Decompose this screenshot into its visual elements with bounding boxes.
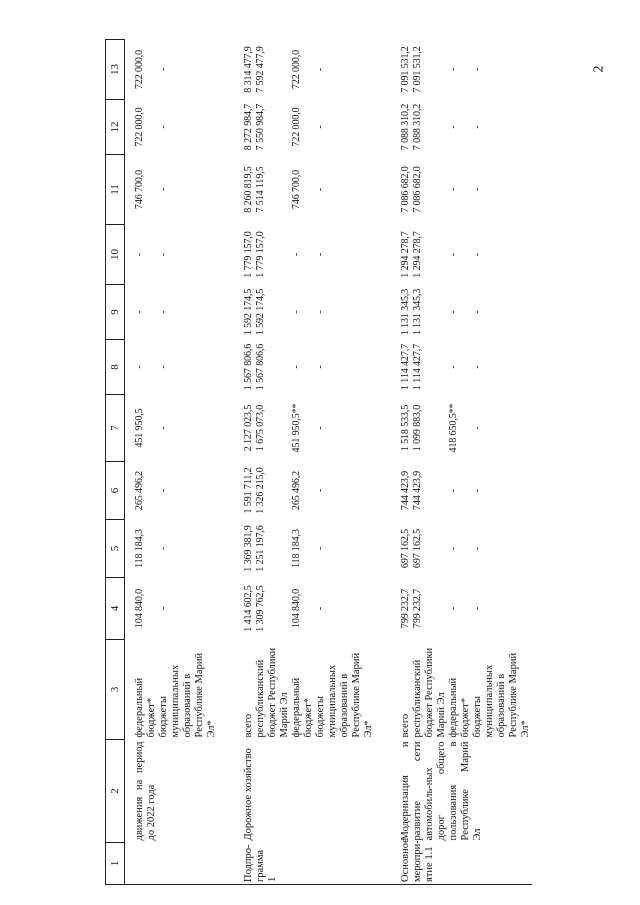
amount-cell: 1 099 883,0 — [412, 404, 423, 452]
table-header-cell: 5 — [106, 520, 125, 578]
table-header-cell: 10 — [106, 225, 125, 285]
amount-cell: - — [158, 187, 169, 192]
program-number-cell: Основное меропри-ятие 1.1 — [400, 838, 435, 882]
amount-cell: 799 232,7 — [400, 588, 411, 629]
funding-source-cell: федеральный бюджет* — [291, 677, 314, 738]
amount-cell: 1 591 711,2 — [243, 467, 254, 514]
rotated-table-container — [105, 40, 545, 885]
program-name-cell: Дорожное хозяйство — [243, 748, 254, 841]
funding-source-cell: федеральный бюджет* — [134, 677, 157, 738]
amount-cell: 1 567 806,6 — [255, 343, 266, 391]
table-body — [125, 40, 533, 885]
table-header-cell: 1 — [106, 843, 125, 885]
amount-cell: 7 091 531,2 — [400, 46, 411, 93]
table-header-cell: 12 — [106, 100, 125, 155]
amount-cell: 1 592 174,5 — [255, 288, 266, 336]
amount-cell: - — [448, 546, 459, 551]
amount-cell: 104 840,0 — [291, 588, 302, 629]
funding-source-cell: республиканский бюджет Республики Марий Эл — [255, 647, 290, 738]
program-name-cell: Модернизация и развитие сети автомобиль-ных дорог общего пользования в Республике Марий Эл — [400, 741, 483, 841]
amount-cell: 1 326 215,0 — [255, 467, 266, 514]
amount-cell: - — [472, 606, 483, 611]
amount-cell: - — [448, 606, 459, 611]
amount-cell: - — [472, 488, 483, 493]
amount-cell: - — [158, 310, 169, 314]
amount-cell: 1 294 278,7 — [400, 231, 411, 278]
amount-cell: 1 131 345,3 — [400, 288, 411, 336]
amount-cell: - — [472, 310, 483, 314]
amount-cell: - — [134, 365, 145, 369]
amount-cell: - — [315, 488, 326, 493]
amount-cell: 744 423,9 — [400, 470, 411, 511]
amount-cell: 7 088 310,2 — [412, 103, 423, 151]
amount-cell: 118 184,3 — [134, 529, 145, 568]
amount-cell: 8 260 819,5 — [243, 166, 254, 213]
amount-cell: - — [134, 252, 145, 257]
amount-cell: - — [158, 606, 169, 611]
amount-cell: 1 369 381,9 — [243, 525, 254, 572]
amount-cell: 1 592 174,5 — [243, 288, 254, 336]
amount-cell: - — [291, 365, 302, 369]
amount-cell: 1 779 157,0 — [243, 231, 254, 278]
amount-cell: - — [448, 488, 459, 493]
table-header-cell: 9 — [106, 285, 125, 340]
amount-cell: - — [448, 125, 459, 129]
amount-cell: - — [315, 606, 326, 611]
table-header-cell: 6 — [106, 462, 125, 520]
amount-cell: - — [158, 252, 169, 257]
page-number: 2 — [591, 65, 607, 73]
funding-source-cell: республиканский бюджет Республики Марий Эл — [412, 647, 447, 738]
table-header-cell: 7 — [106, 395, 125, 462]
amount-cell: 722 000,0 — [291, 107, 302, 147]
amount-cell: - — [472, 252, 483, 257]
amount-cell: 722 000,0 — [134, 49, 145, 90]
amount-cell: - — [315, 426, 326, 430]
table-row — [218, 40, 255, 885]
funding-source-cell: бюджеты муниципальных образований в Республике Марий Эл* — [472, 652, 531, 738]
funding-source-cell: всего — [400, 713, 411, 738]
amount-cell: - — [448, 310, 459, 314]
amount-cell: 744 423,9 — [412, 470, 423, 511]
amount-cell: - — [158, 67, 169, 72]
amount-cell: - — [158, 426, 169, 430]
amount-cell: 7 514 119,5 — [255, 166, 266, 213]
amount-cell: - — [134, 310, 145, 314]
amount-cell: - — [472, 125, 483, 129]
amount-cell: 104 840,0 — [134, 588, 145, 629]
amount-cell: - — [472, 67, 483, 72]
funding-source-cell: всего — [243, 713, 254, 738]
amount-cell: 7 088 310,2 — [400, 103, 411, 151]
amount-cell: - — [315, 187, 326, 192]
amount-cell: 451 950,5 — [134, 408, 145, 448]
amount-cell: 7 592 477,9 — [255, 46, 266, 93]
amount-cell: 2 127 023,5 — [243, 404, 254, 452]
amount-cell: - — [472, 365, 483, 369]
table-header-cell: 2 — [106, 740, 125, 843]
amount-cell: 7 086 682,0 — [400, 166, 411, 213]
budget-table — [105, 39, 532, 885]
amount-cell: 697 162,5 — [412, 528, 423, 569]
amount-cell: - — [448, 187, 459, 192]
amount-cell: 265 496,2 — [291, 470, 302, 511]
amount-cell: - — [158, 488, 169, 493]
amount-cell: - — [158, 365, 169, 369]
amount-cell: 1 779 157,0 — [255, 231, 266, 278]
table-header-cell: 11 — [106, 155, 125, 225]
amount-cell: - — [158, 546, 169, 551]
program-number-cell — [125, 843, 219, 885]
amount-cell: 746 700,0 — [134, 169, 145, 210]
amount-cell: 1 675 073,0 — [255, 404, 266, 452]
amount-cell: 1 114 427,7 — [400, 343, 411, 391]
amount-cell: 118 184,3 — [291, 529, 302, 568]
funding-source-cell: федеральный бюджет* — [448, 677, 471, 738]
amount-cell: 1 309 762,5 — [255, 585, 266, 632]
amount-cell: 1 114 427,7 — [412, 343, 423, 391]
amount-cell: 1 518 533,5 — [400, 404, 411, 452]
amount-cell: - — [315, 365, 326, 369]
amount-cell: 697 162,5 — [400, 528, 411, 569]
table-header-cell: 13 — [106, 40, 125, 100]
amount-cell: 8 314 477,9 — [243, 46, 254, 93]
table-header-cell: 8 — [106, 340, 125, 395]
amount-cell: - — [315, 310, 326, 314]
funding-source-cell: бюджеты муниципальных образований в Республике Марий Эл* — [315, 652, 374, 738]
amount-cell: 7 086 682,0 — [412, 166, 423, 213]
amount-cell: - — [315, 125, 326, 129]
amount-cell: 7 550 984,7 — [255, 103, 266, 151]
table-row — [375, 40, 412, 885]
amount-cell: - — [315, 252, 326, 257]
table-row — [125, 40, 159, 885]
amount-cell: - — [472, 187, 483, 192]
amount-cell: 799 232,7 — [412, 588, 423, 629]
table-header-cell: 3 — [106, 640, 125, 740]
amount-cell: - — [315, 546, 326, 551]
amount-cell: - — [448, 365, 459, 369]
amount-cell: - — [448, 67, 459, 72]
table-header-row — [106, 40, 125, 885]
amount-cell: 1 251 197,6 — [255, 525, 266, 572]
amount-cell: 418 650,5** — [448, 403, 459, 453]
amount-cell: - — [315, 67, 326, 72]
amount-cell: - — [158, 125, 169, 129]
amount-cell: 451 950,5** — [291, 403, 302, 453]
amount-cell: - — [291, 310, 302, 314]
amount-cell: 7 091 531,2 — [412, 46, 423, 93]
amount-cell: - — [472, 426, 483, 430]
amount-cell: 1 567 806,6 — [243, 343, 254, 391]
table-header-cell: 4 — [106, 578, 125, 640]
amount-cell: 8 272 984,7 — [243, 103, 254, 151]
amount-cell: 722 000,0 — [134, 107, 145, 147]
program-name-cell: движения на период до 2022 года — [134, 741, 157, 841]
amount-cell: 722 000,0 — [291, 49, 302, 90]
amount-cell: 265 496,2 — [134, 470, 145, 511]
amount-cell: 746 700,0 — [291, 169, 302, 210]
amount-cell: 1 131 345,3 — [412, 288, 423, 336]
amount-cell: 1 294 278,7 — [412, 231, 423, 278]
amount-cell: - — [472, 546, 483, 551]
amount-cell: 1 414 602,5 — [243, 585, 254, 632]
amount-cell: - — [291, 252, 302, 257]
funding-source-cell: бюджеты муниципальных образований в Республике Марий Эл* — [158, 652, 217, 738]
amount-cell: - — [448, 252, 459, 257]
program-number-cell: Подпро-грамма 1 — [243, 844, 278, 882]
